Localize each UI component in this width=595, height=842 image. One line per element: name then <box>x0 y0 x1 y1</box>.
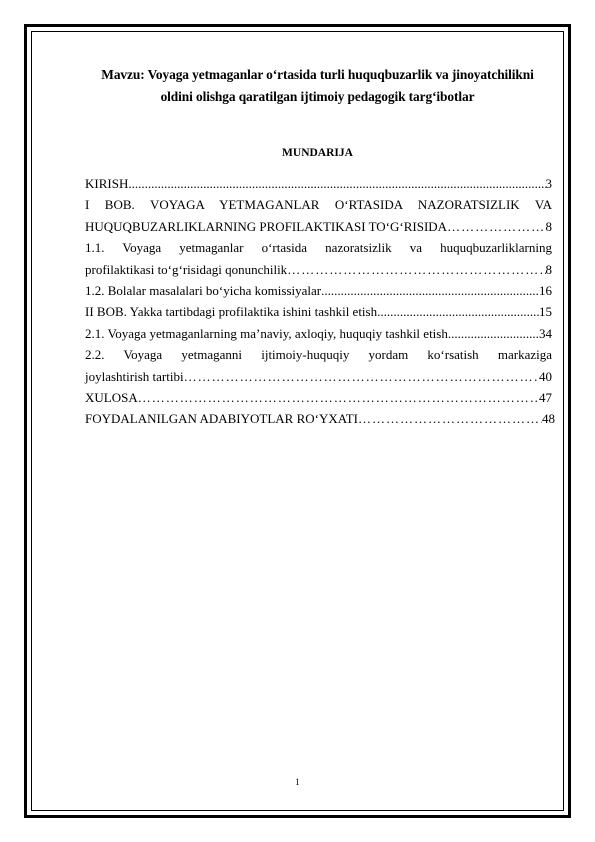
toc-entry-2-1[interactable] <box>85 323 552 344</box>
toc-entry-label-line2: profilaktikasi to‘g‘risidagi qonunchilik <box>85 261 288 277</box>
toc-entry-page: 47 <box>539 390 552 406</box>
toc-entry-page: 34 <box>539 325 552 341</box>
toc-leader <box>447 216 545 237</box>
title-line-1: Mavzu: Voyaga yetmaganlar o‘rtasida turli huquqbuzarlik va jinoyatchilikni <box>101 67 534 82</box>
toc-leader <box>377 301 539 322</box>
toc-entry-1-2[interactable] <box>85 280 552 301</box>
document-title <box>84 64 551 108</box>
toc-entry-label: FOYDALANILGAN ADABIYOTLAR RO‘YXATI <box>85 411 358 427</box>
toc-heading: MUNDARIJA <box>282 147 353 159</box>
toc-entry-chapter-1[interactable] <box>85 194 552 237</box>
toc-entry-page: 8 <box>545 261 552 277</box>
title-line-2: oldini olishga qaratilgan ijtimoiy pedagogik targ‘ibotlar <box>160 89 475 104</box>
toc-entry-1-1[interactable] <box>85 237 552 280</box>
toc-entry-label-line1: 2.2. Voyaga yetmaganni ijtimoiy-huquqiy yordam ko‘rsatish markaziga <box>85 347 552 363</box>
toc-entry-references[interactable] <box>85 408 555 429</box>
toc-entry-label: 1.2. Bolalar masalalari bo‘yicha komissiyalar <box>85 283 322 299</box>
toc-leader <box>358 408 542 429</box>
toc-entry-label-line2: joylashtirish tartibi <box>85 368 184 384</box>
toc-entry-2-2[interactable] <box>85 344 552 387</box>
toc-leader <box>128 173 545 194</box>
toc-entry-label: XULOSA <box>85 390 138 406</box>
toc-entry-page: 40 <box>539 368 552 384</box>
toc-leader <box>138 387 539 408</box>
toc-entry-page: 16 <box>539 283 552 299</box>
toc-entry-kirish[interactable] <box>85 173 552 194</box>
toc-entry-page: 8 <box>545 218 552 234</box>
toc-entry-label-line2: HUQUQBUZARLIKLARNING PROFILAKTIKASI TO‘G‘RISIDA <box>85 218 448 234</box>
toc-entry-label: II BOB. Yakka tartibdagi profilaktika ishini tashkil etish <box>85 304 378 320</box>
toc-entry-xulosa[interactable] <box>85 387 552 408</box>
toc-entry-label: KIRISH <box>85 176 129 191</box>
toc-leader <box>287 259 545 280</box>
toc-entry-page: 48 <box>542 411 555 427</box>
toc-leader <box>448 323 539 344</box>
page-number: 1 <box>295 777 300 787</box>
toc-entry-label-line1: I BOB. VOYAGA YETMAGANLAR O‘RTASIDA NAZORATSIZLIK VA <box>85 197 552 213</box>
toc-entry-label-line1: 1.1. Voyaga yetmaganlar o‘rtasida nazoratsizlik va huquqbuzarliklarning <box>85 240 552 256</box>
toc-entry-label: 2.1. Voyaga yetmaganlarning ma’naviy, axloqiy, huquqiy tashkil etish <box>85 325 448 341</box>
table-of-contents <box>85 173 555 430</box>
toc-entry-page: 15 <box>539 304 552 320</box>
toc-leader <box>184 366 539 387</box>
toc-leader <box>321 280 539 301</box>
toc-entry-page: 3 <box>545 176 552 191</box>
toc-entry-chapter-2[interactable] <box>85 301 552 322</box>
